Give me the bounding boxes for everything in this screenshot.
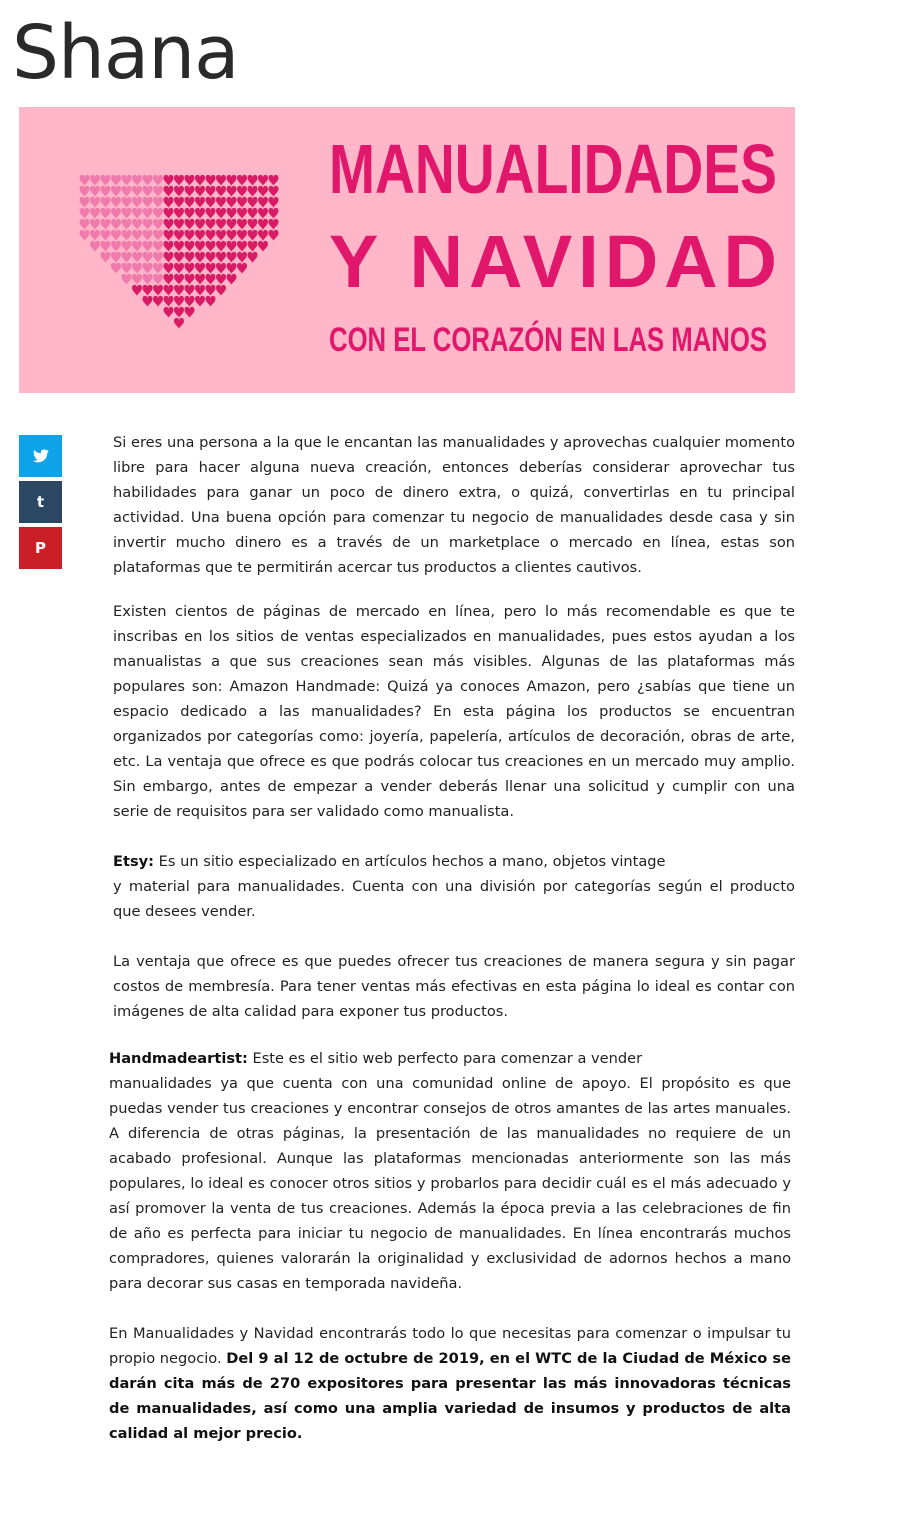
heart-mark-icon	[195, 219, 205, 230]
heart-mark-icon	[248, 252, 258, 263]
heart-mark-icon	[164, 263, 174, 274]
handmadeartist-label: Handmadeartist:	[109, 1050, 248, 1067]
heart-mark-icon	[80, 230, 90, 241]
article-paragraph-4: La ventaja que ofrece es que puedes ofrecer tus creaciones de manera segura y sin pagar costos de membresía. Para tener ventas más efectivas en esta página lo ideal es contar con imágenes de alta calidad para exponer tus productos.	[113, 953, 795, 1020]
heart-mark-icon	[90, 241, 100, 252]
heart-mark-icon	[122, 175, 132, 186]
heart-mark-icon	[206, 296, 216, 307]
heart-mark-icon	[237, 197, 247, 208]
heart-mark-icon	[237, 175, 247, 186]
heart-mark-icon	[143, 274, 153, 285]
heart-mark-icon	[185, 307, 195, 318]
hero-banner	[19, 107, 795, 393]
site-title[interactable]: Shana	[12, 10, 239, 96]
heart-mark-icon	[227, 263, 237, 274]
heart-mark-icon	[227, 219, 237, 230]
heart-mark-icon	[216, 230, 226, 241]
heart-mark-icon	[122, 197, 132, 208]
heart-mark-icon	[164, 186, 174, 197]
heart-mark-icon	[216, 186, 226, 197]
heart-mark-icon	[153, 197, 163, 208]
heart-mark-icon	[153, 175, 163, 186]
article-paragraph-1: Si eres una persona a la que le encantan las manualidades y aprovechas cualquier momento libre para hacer alguna nueva creación, entonces deberías considerar aprovechar tus habilidades para ganar un poco de dinero extra, o quizá, convertirlas en tu principal actividad. Una buena opción para comenzar tu negocio de manualidades desde casa y sin invertir mucho dinero es a través de un marketplace o mercado en línea, estas son plataformas que te permitirán acercar tus productos a clientes cautivos.	[113, 434, 795, 576]
heart-mark-icon	[90, 186, 100, 197]
heart-mark-icon	[216, 197, 226, 208]
heart-mark-icon	[269, 219, 279, 230]
heart-mark-icon	[237, 230, 247, 241]
heart-mark-icon	[227, 252, 237, 263]
heart-mark-icon	[101, 186, 111, 197]
heart-mark-icon	[90, 208, 100, 219]
heart-mark-icon	[195, 285, 205, 296]
heart-mark-icon	[80, 175, 90, 186]
heart-mark-icon	[143, 252, 153, 263]
heart-mark-icon	[195, 241, 205, 252]
heart-mark-icon	[185, 230, 195, 241]
banner-line1: MANUALIDADES	[329, 130, 777, 208]
tumblr-t-icon: t	[36, 493, 45, 511]
heart-mark-icon	[174, 296, 184, 307]
heart-mark-icon	[227, 186, 237, 197]
heart-mark-icon	[111, 197, 121, 208]
heart-mark-icon	[258, 230, 268, 241]
heart-mark-icon	[258, 219, 268, 230]
heart-mark-icon	[216, 285, 226, 296]
heart-mark-icon	[174, 197, 184, 208]
heart-mark-icon	[195, 197, 205, 208]
heart-mark-icon	[206, 175, 216, 186]
heart-mark-icon	[258, 175, 268, 186]
heart-mark-icon	[174, 241, 184, 252]
heart-mark-icon	[101, 230, 111, 241]
heart-mark-icon	[185, 186, 195, 197]
heart-mark-icon	[164, 252, 174, 263]
heart-mark-icon	[174, 252, 184, 263]
heart-mark-icon	[122, 274, 132, 285]
heart-mark-icon	[111, 241, 121, 252]
banner-artwork	[19, 107, 795, 393]
heart-mark-icon	[195, 274, 205, 285]
heart-mark-icon	[111, 230, 121, 241]
heart-mark-icon	[90, 219, 100, 230]
heart-mark-icon	[258, 186, 268, 197]
heart-mark-icon	[122, 252, 132, 263]
heart-mark-icon	[164, 307, 174, 318]
heart-mark-icon	[248, 219, 258, 230]
heart-mark-icon	[132, 219, 142, 230]
heart-mark-icon	[143, 186, 153, 197]
heart-mark-icon	[237, 241, 247, 252]
banner-line2: Y NAVIDAD	[329, 220, 777, 303]
heart-mark-icon	[269, 197, 279, 208]
heart-mark-icon	[153, 230, 163, 241]
heart-mark-icon	[164, 208, 174, 219]
etsy-rest: y material para manualidades. Cuenta con una división por categorías según el producto que desees vender.	[113, 878, 795, 920]
twitter-bird-icon	[33, 449, 49, 463]
heart-mark-icon	[132, 175, 142, 186]
heart-mark-icon	[164, 197, 174, 208]
heart-mark-icon	[185, 285, 195, 296]
heart-mark-icon	[269, 186, 279, 197]
heart-mark-icon	[206, 208, 216, 219]
heart-mark-icon	[132, 285, 142, 296]
heart-mark-icon	[185, 208, 195, 219]
heart-mark-icon	[185, 252, 195, 263]
heart-mark-icon	[153, 285, 163, 296]
heart-mark-icon	[143, 208, 153, 219]
heart-mark-icon	[90, 230, 100, 241]
p6-bold-event: Del 9 al 12 de octubre de 2019, en el WTC de la Ciudad de México se darán cita más de 270 expositores para presentar las más innovadoras técnicas de manualidades, así como una amplia variedad de insumos y productos de alta calidad al mejor precio.	[109, 1350, 791, 1442]
article-paragraph-2: Existen cientos de páginas de mercado en línea, pero lo más recomendable es que te inscribas en los sitios de ventas especializados en manualidades, pues estos ayudan a los manualistas a que sus creaciones sean más visibles. Algunas de las plataformas más populares son: Amazon Handmade: Quizá ya conoces Amazon, pero ¿sabías que tiene un espacio dedicado a las manualidades? En esta página los productos se encuentran organizados por categorías como: joyería, papelería, artículos de decoración, obras de arte, etc. La ventaja que ofrece es que podrás colocar tus creaciones en un mercado muy amplio. Sin embargo, antes de empezar a vender deberás llenar una solicitud y cumplir con una serie de requisitos para ser validado como manualista.	[113, 603, 795, 820]
heart-mark-icon	[206, 186, 216, 197]
heart-mark-icon	[248, 230, 258, 241]
heart-mark-icon	[174, 285, 184, 296]
heart-mark-icon	[248, 186, 258, 197]
etsy-label: Etsy:	[113, 853, 154, 870]
share-pinterest-button[interactable]	[19, 527, 62, 569]
share-tumblr-button[interactable]	[19, 481, 62, 523]
heart-mark-icon	[153, 296, 163, 307]
heart-mark-icon	[216, 274, 226, 285]
heart-mark-icon	[248, 208, 258, 219]
heart-mark-icon	[216, 263, 226, 274]
heart-mark-icon	[174, 307, 184, 318]
hma-rest: manualidades ya que cuenta con una comunidad online de apoyo. El propósito es que puedas vender tus creaciones y encontrar consejos de otros amantes de las artes manuales. A diferencia de otras páginas, la presentación de las manualidades no requiere de un acabado profesional. Aunque las plataformas mencionadas anteriormente son las más populares, lo ideal es conocer otros sitios y probarlos para decidir cuál es el más adecuado y así promover la venta de tus creaciones. Además la época previa a las celebraciones de fin de año es perfecta para iniciar tu negocio de manualidades. En línea encontrarás muchos compradores, quienes valorarán la originalidad y exclusividad de adornos hechos a mano para decorar sus casas en temporada navideña.	[109, 1075, 791, 1292]
heart-mark-icon	[153, 274, 163, 285]
heart-mark-icon	[153, 263, 163, 274]
heart-mark-icon	[195, 252, 205, 263]
heart-mark-icon	[122, 241, 132, 252]
heart-mark-icon	[216, 175, 226, 186]
heart-mark-icon	[195, 208, 205, 219]
heart-mark-icon	[227, 241, 237, 252]
heart-mark-icon	[132, 252, 142, 263]
heart-mark-icon	[132, 208, 142, 219]
p6-normal: En Manualidades y Navidad encontrarás todo lo que necesitas para comenzar o impulsar tu propio negocio.	[109, 1325, 791, 1367]
heart-mark-icon	[164, 241, 174, 252]
heart-mark-icon	[153, 252, 163, 263]
heart-mark-icon	[174, 219, 184, 230]
share-twitter-button[interactable]	[19, 435, 62, 477]
heart-mark-icon	[153, 219, 163, 230]
heart-mark-icon	[206, 241, 216, 252]
heart-mark-icon	[237, 263, 247, 274]
heart-mark-icon	[185, 175, 195, 186]
heart-mark-icon	[258, 241, 268, 252]
heart-mark-icon	[216, 219, 226, 230]
heart-mark-icon	[174, 263, 184, 274]
heart-mark-icon	[101, 197, 111, 208]
heart-mark-icon	[132, 197, 142, 208]
etsy-first-line	[113, 853, 666, 870]
heart-mark-icon	[143, 296, 153, 307]
heart-mark-icon	[143, 285, 153, 296]
heart-mark-icon	[227, 208, 237, 219]
heart-mark-icon	[248, 241, 258, 252]
heart-mark-icon	[206, 219, 216, 230]
heart-mark-icon	[174, 274, 184, 285]
heart-mark-icon	[269, 230, 279, 241]
heart-mark-icon	[111, 175, 121, 186]
heart-mark-icon	[164, 175, 174, 186]
heart-mark-icon	[216, 208, 226, 219]
heart-mark-icon	[269, 208, 279, 219]
heart-mark-icon	[153, 241, 163, 252]
heart-mark-icon	[195, 263, 205, 274]
heart-mark-icon	[195, 175, 205, 186]
heart-mark-icon	[269, 175, 279, 186]
heart-mark-icon	[174, 318, 184, 329]
heart-mark-icon	[143, 241, 153, 252]
heart-mark-icon	[258, 208, 268, 219]
heart-mark-icon	[122, 208, 132, 219]
heart-mark-icon	[206, 230, 216, 241]
heart-mark-icon	[227, 197, 237, 208]
heart-mark-icon	[206, 263, 216, 274]
heart-mark-icon	[258, 197, 268, 208]
heart-mark-icon	[164, 274, 174, 285]
heart-mark-icon	[185, 274, 195, 285]
heart-mark-icon	[111, 252, 121, 263]
heart-mark-icon	[164, 285, 174, 296]
etsy-line1: Es un sitio especializado en artículos hechos a mano, objetos vintage	[153, 853, 666, 870]
heart-mark-icon	[132, 263, 142, 274]
heart-mark-icon	[174, 230, 184, 241]
heart-mark-icon	[111, 208, 121, 219]
heart-mark-icon	[164, 219, 174, 230]
article-paragraph-handmadeartist	[109, 1046, 791, 1296]
heart-mark-icon	[153, 208, 163, 219]
hma-line1: Este es el sitio web perfecto para comenzar a vender	[247, 1050, 643, 1067]
heart-mark-icon	[164, 296, 174, 307]
heart-mark-icon	[101, 208, 111, 219]
heart-mark-icon	[143, 197, 153, 208]
heart-mark-icon	[174, 208, 184, 219]
heart-mark-icon	[195, 296, 205, 307]
heart-mark-icon	[237, 219, 247, 230]
heart-mark-icon	[248, 175, 258, 186]
heart-mark-icon	[122, 263, 132, 274]
hma-first-line	[109, 1050, 642, 1067]
heart-mark-icon	[185, 241, 195, 252]
heart-mark-icon	[132, 230, 142, 241]
heart-mark-icon	[185, 296, 195, 307]
heart-mark-icon	[216, 241, 226, 252]
heart-mark-icon	[237, 208, 247, 219]
heart-mark-icon	[80, 208, 90, 219]
heart-mark-icon	[237, 252, 247, 263]
heart-mark-icon	[80, 186, 90, 197]
heart-mark-icon	[111, 219, 121, 230]
heart-mark-icon	[143, 175, 153, 186]
heart-mark-icon	[206, 274, 216, 285]
heart-mark-icon	[195, 230, 205, 241]
heart-mark-icon	[185, 197, 195, 208]
heart-mark-icon	[153, 186, 163, 197]
heart-mark-icon	[111, 186, 121, 197]
heart-mark-icon	[132, 241, 142, 252]
heart-mark-icon	[174, 186, 184, 197]
heart-mark-icon	[227, 230, 237, 241]
heart-mark-icon	[185, 219, 195, 230]
heart-mark-icon	[143, 263, 153, 274]
heart-mark-icon	[122, 219, 132, 230]
heart-mark-icon	[206, 252, 216, 263]
heart-mark-icon	[101, 175, 111, 186]
heart-mark-icon	[132, 186, 142, 197]
banner-line3: CON EL CORAZÓN EN LAS MANOS	[329, 321, 767, 359]
heart-mark-icon	[143, 230, 153, 241]
article-paragraph-etsy	[113, 849, 795, 924]
heart-mark-icon	[80, 219, 90, 230]
heart-mark-icon	[206, 285, 216, 296]
heart-mark-icon	[174, 175, 184, 186]
heart-mark-icon	[227, 175, 237, 186]
heart-mark-icon	[185, 263, 195, 274]
heart-mark-icon	[164, 230, 174, 241]
heart-mark-icon	[122, 230, 132, 241]
heart-mark-icon	[237, 186, 247, 197]
pinterest-p-icon: P	[35, 539, 46, 557]
heart-mark-icon	[195, 186, 205, 197]
heart-mark-icon	[90, 175, 100, 186]
heart-mark-icon	[111, 263, 121, 274]
heart-mark-icon	[216, 252, 226, 263]
heart-mark-icon	[122, 186, 132, 197]
heart-mark-icon	[101, 219, 111, 230]
heart-mark-icon	[227, 274, 237, 285]
heart-mark-icon	[206, 197, 216, 208]
heart-mark-icon	[90, 197, 100, 208]
heart-mark-icon	[101, 241, 111, 252]
heart-pattern-icon	[80, 175, 279, 329]
heart-mark-icon	[248, 197, 258, 208]
heart-mark-icon	[143, 219, 153, 230]
heart-mark-icon	[80, 197, 90, 208]
article-paragraph-6	[109, 1321, 791, 1446]
heart-mark-icon	[101, 252, 111, 263]
heart-mark-icon	[132, 274, 142, 285]
